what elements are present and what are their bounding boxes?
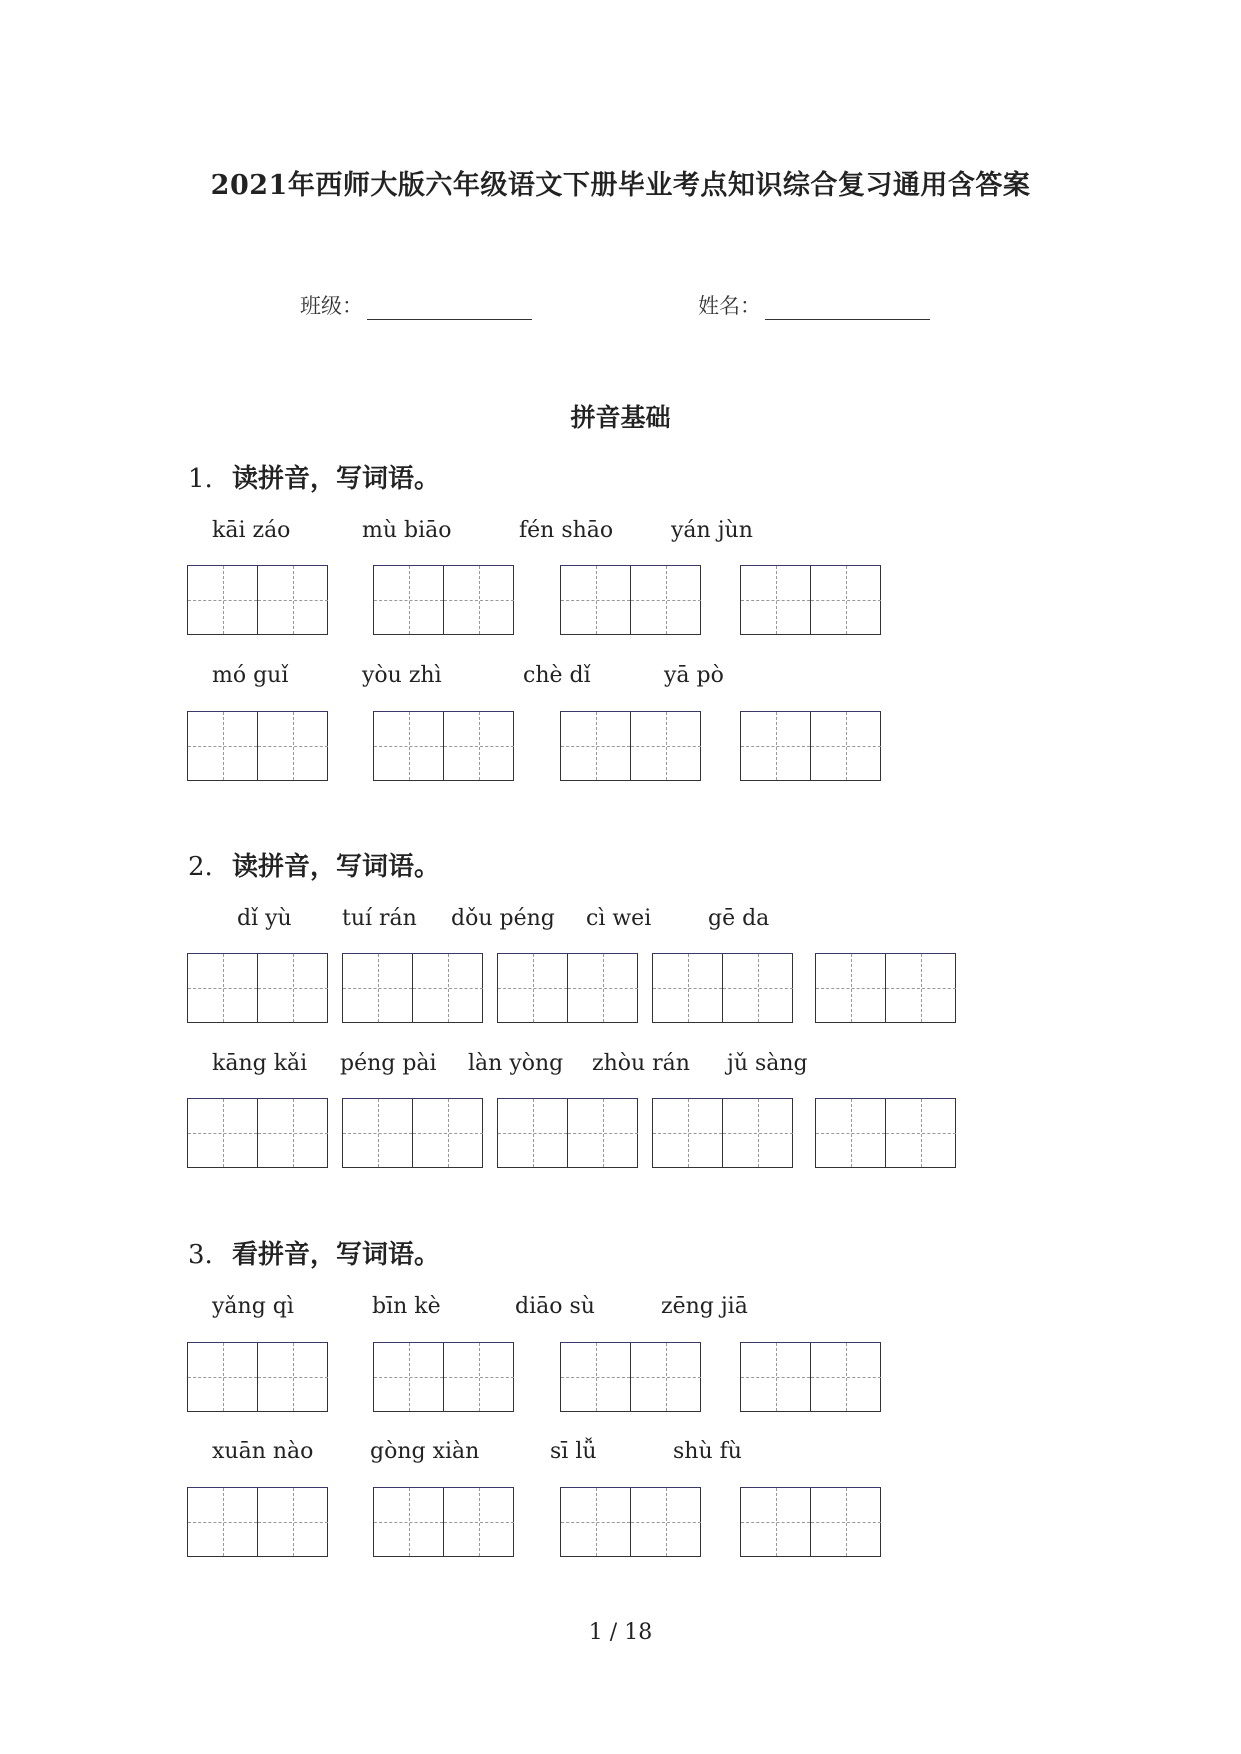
question-3-title: [188, 1234, 440, 1271]
pinyin-item: gòng xiàn: [370, 1439, 480, 1464]
pinyin-item: dǐ yù: [237, 906, 292, 931]
question-text: 读拼音，写词语。: [232, 852, 441, 882]
writing-grid[interactable]: [373, 1342, 514, 1412]
writing-grid[interactable]: [342, 1098, 483, 1168]
writing-grid[interactable]: [560, 565, 701, 635]
pinyin-item: mù biāo: [362, 518, 452, 543]
pinyin-item: xuān nào: [212, 1439, 314, 1464]
pinyin-item: kāi záo: [212, 518, 291, 543]
writing-grid[interactable]: [187, 711, 328, 781]
writing-grid[interactable]: [373, 711, 514, 781]
writing-grid[interactable]: [373, 565, 514, 635]
pinyin-item: yā pò: [664, 663, 724, 688]
writing-grid[interactable]: [497, 953, 638, 1023]
pinyin-item: cì wei: [586, 906, 652, 931]
page-number: 1 / 18: [588, 1620, 653, 1645]
section-heading: 拼音基础: [570, 403, 671, 432]
question-number: 1.: [188, 464, 213, 494]
name-blank: [765, 297, 930, 320]
question-2-title: [188, 846, 440, 883]
name-field: [698, 290, 930, 320]
pinyin-item: làn yòng: [468, 1051, 564, 1076]
writing-grid[interactable]: [815, 953, 956, 1023]
pinyin-item: péng pài: [340, 1051, 437, 1076]
writing-grid[interactable]: [497, 1098, 638, 1168]
question-number: 2.: [188, 852, 213, 882]
writing-grid[interactable]: [187, 565, 328, 635]
pinyin-item: diāo sù: [515, 1294, 595, 1319]
pinyin-item: mó guǐ: [212, 663, 289, 688]
document-title: 2021年西师大版六年级语文下册毕业考点知识综合复习通用含答案: [210, 170, 1031, 201]
pinyin-item: dǒu péng: [451, 906, 555, 931]
writing-grid[interactable]: [187, 953, 328, 1023]
pinyin-item: shù fù: [673, 1439, 742, 1464]
writing-grid[interactable]: [815, 1098, 956, 1168]
pinyin-item: zhòu rán: [592, 1051, 690, 1076]
question-text: 读拼音，写词语。: [232, 464, 441, 494]
pinyin-item: zēng jiā: [661, 1294, 748, 1319]
writing-grid[interactable]: [560, 1342, 701, 1412]
writing-grid[interactable]: [740, 1342, 881, 1412]
pinyin-item: yǎng qì: [212, 1294, 294, 1319]
pinyin-item: tuí rán: [342, 906, 417, 931]
writing-grid[interactable]: [740, 711, 881, 781]
question-1-title: [188, 458, 440, 495]
pinyin-item: jǔ sàng: [727, 1051, 808, 1076]
writing-grid[interactable]: [652, 1098, 793, 1168]
writing-grid[interactable]: [560, 1487, 701, 1557]
class-label: 班级：: [300, 294, 363, 318]
pinyin-item: gē da: [708, 906, 770, 931]
name-label: 姓名：: [698, 294, 761, 318]
writing-grid[interactable]: [187, 1342, 328, 1412]
class-field: [300, 290, 532, 320]
pinyin-item: sī lǚ: [550, 1439, 597, 1464]
writing-grid[interactable]: [373, 1487, 514, 1557]
writing-grid[interactable]: [560, 711, 701, 781]
pinyin-item: fén shāo: [519, 518, 614, 543]
writing-grid[interactable]: [187, 1098, 328, 1168]
writing-grid[interactable]: [652, 953, 793, 1023]
question-text: 看拼音，写词语。: [232, 1240, 441, 1270]
writing-grid[interactable]: [187, 1487, 328, 1557]
pinyin-item: kāng kǎi: [212, 1051, 308, 1076]
pinyin-item: bīn kè: [372, 1294, 441, 1319]
writing-grid[interactable]: [342, 953, 483, 1023]
class-blank: [367, 297, 532, 320]
question-number: 3.: [188, 1240, 213, 1270]
pinyin-item: yòu zhì: [362, 663, 442, 688]
pinyin-item: yán jùn: [671, 518, 753, 543]
writing-grid[interactable]: [740, 1487, 881, 1557]
writing-grid[interactable]: [740, 565, 881, 635]
pinyin-item: chè dǐ: [523, 663, 591, 688]
